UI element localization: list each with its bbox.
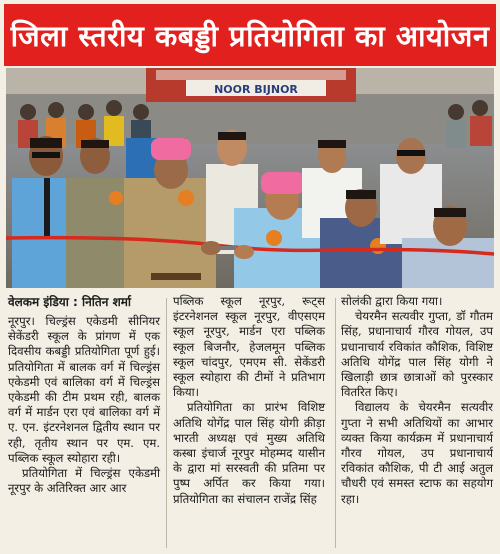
banner-text: NOOR BIJNOR [214, 83, 298, 96]
article-column-3 [341, 294, 493, 507]
column-divider [166, 298, 167, 548]
paragraph: सोलंकी द्वारा किया गया। [341, 294, 443, 308]
paragraph: पब्लिक स्कूल नूरपुर, रूट्स इंटरनेशनल स्कूल नूरपुर, वीएसएम स्कूल नूरपुर, मार्डन एरा पब्लिक स्कूल बिजनौर, हेजलमून पब्लिक स्कूल चांदपुर, एमएम सी. सेकेंडरी स्कूल स्योहारा की टीमों ने प्रतिभाग किया। [173, 294, 325, 400]
byline: वेलकम इंडिया : नितिन शर्मा [8, 295, 132, 309]
paragraph: विद्यालय के चेयरमैन सत्यवीर गुप्ता ने सभी अतिथियों का आभार व्यक्त किया कार्यक्रम में प्रधानाचार्य गौरव गोयल, उप प्रधानाचार्य रविकांत कौशिक, पी टी आई अतुल चौधरी एवं समस्त स्टाफ का सहयोग रहा। [341, 400, 493, 506]
paragraph: चेयरमैन सत्यवीर गुप्ता, डॉ गौतम सिंह, प्रधानाचार्य गौरव गोयल, उप प्रधानाचार्य रविकांत कौशिक, विशिष्ट अतिथि योगेंद्र पाल सिंह योगी ने खिलाड़ी छात्र छात्राओं को पुरस्कार वितरित किए। [341, 309, 493, 400]
ribbon-cutting-photo [6, 68, 494, 288]
headline-bar [4, 4, 496, 66]
article-column-1 [8, 294, 160, 496]
article-body [8, 294, 494, 550]
article-column-2 [173, 294, 325, 507]
headline: जिला स्तरीय कबड्डी प्रतियोगिता का आयोजन [10, 18, 490, 53]
news-photo [6, 68, 494, 288]
paragraph: नूरपुर। चिल्ड्रंस एकेडमी सीनियर सेकेंडरी स्कूल के प्रांगण में एक दिवसीय कबड्डी प्रतियोगिता पूर्ण हुई। प्रतियोगिता में बालक वर्ग में चिल्ड्रंस एकेडमी एवं बालिका वर्ग में चिल्ड्रंस एकेडमी की टीम प्रथम रही, बालक वर्ग में मार्डन एरा एवं बालिका वर्ग में ए. एन. इंटरनेशनल द्वितीय स्थान पर रही, तृतीय स्थान पर एम. एम. पब्लिक स्कूल स्योहारा रही। [8, 314, 160, 465]
column-divider [335, 298, 336, 548]
paragraph: प्रतियोगिता में चिल्ड्रंस एकेडमी नूरपुर के अतिरिक्त आर आर [8, 466, 160, 496]
paragraph: प्रतियोगिता का प्रारंभ विशिष्ट अतिथि योगेंद्र पाल सिंह योगी क्रीड़ा भारती अध्यक्ष एवं मुख्य अतिथि कस्बा इंचार्ज नूरपुर मोहम्मद यासीन के द्वारा मां सरस्वती की प्रतिमा पर पुष्प अर्पित कर किया गया। प्रतियोगिता का संचालन राजेंद्र सिंह [173, 400, 325, 506]
